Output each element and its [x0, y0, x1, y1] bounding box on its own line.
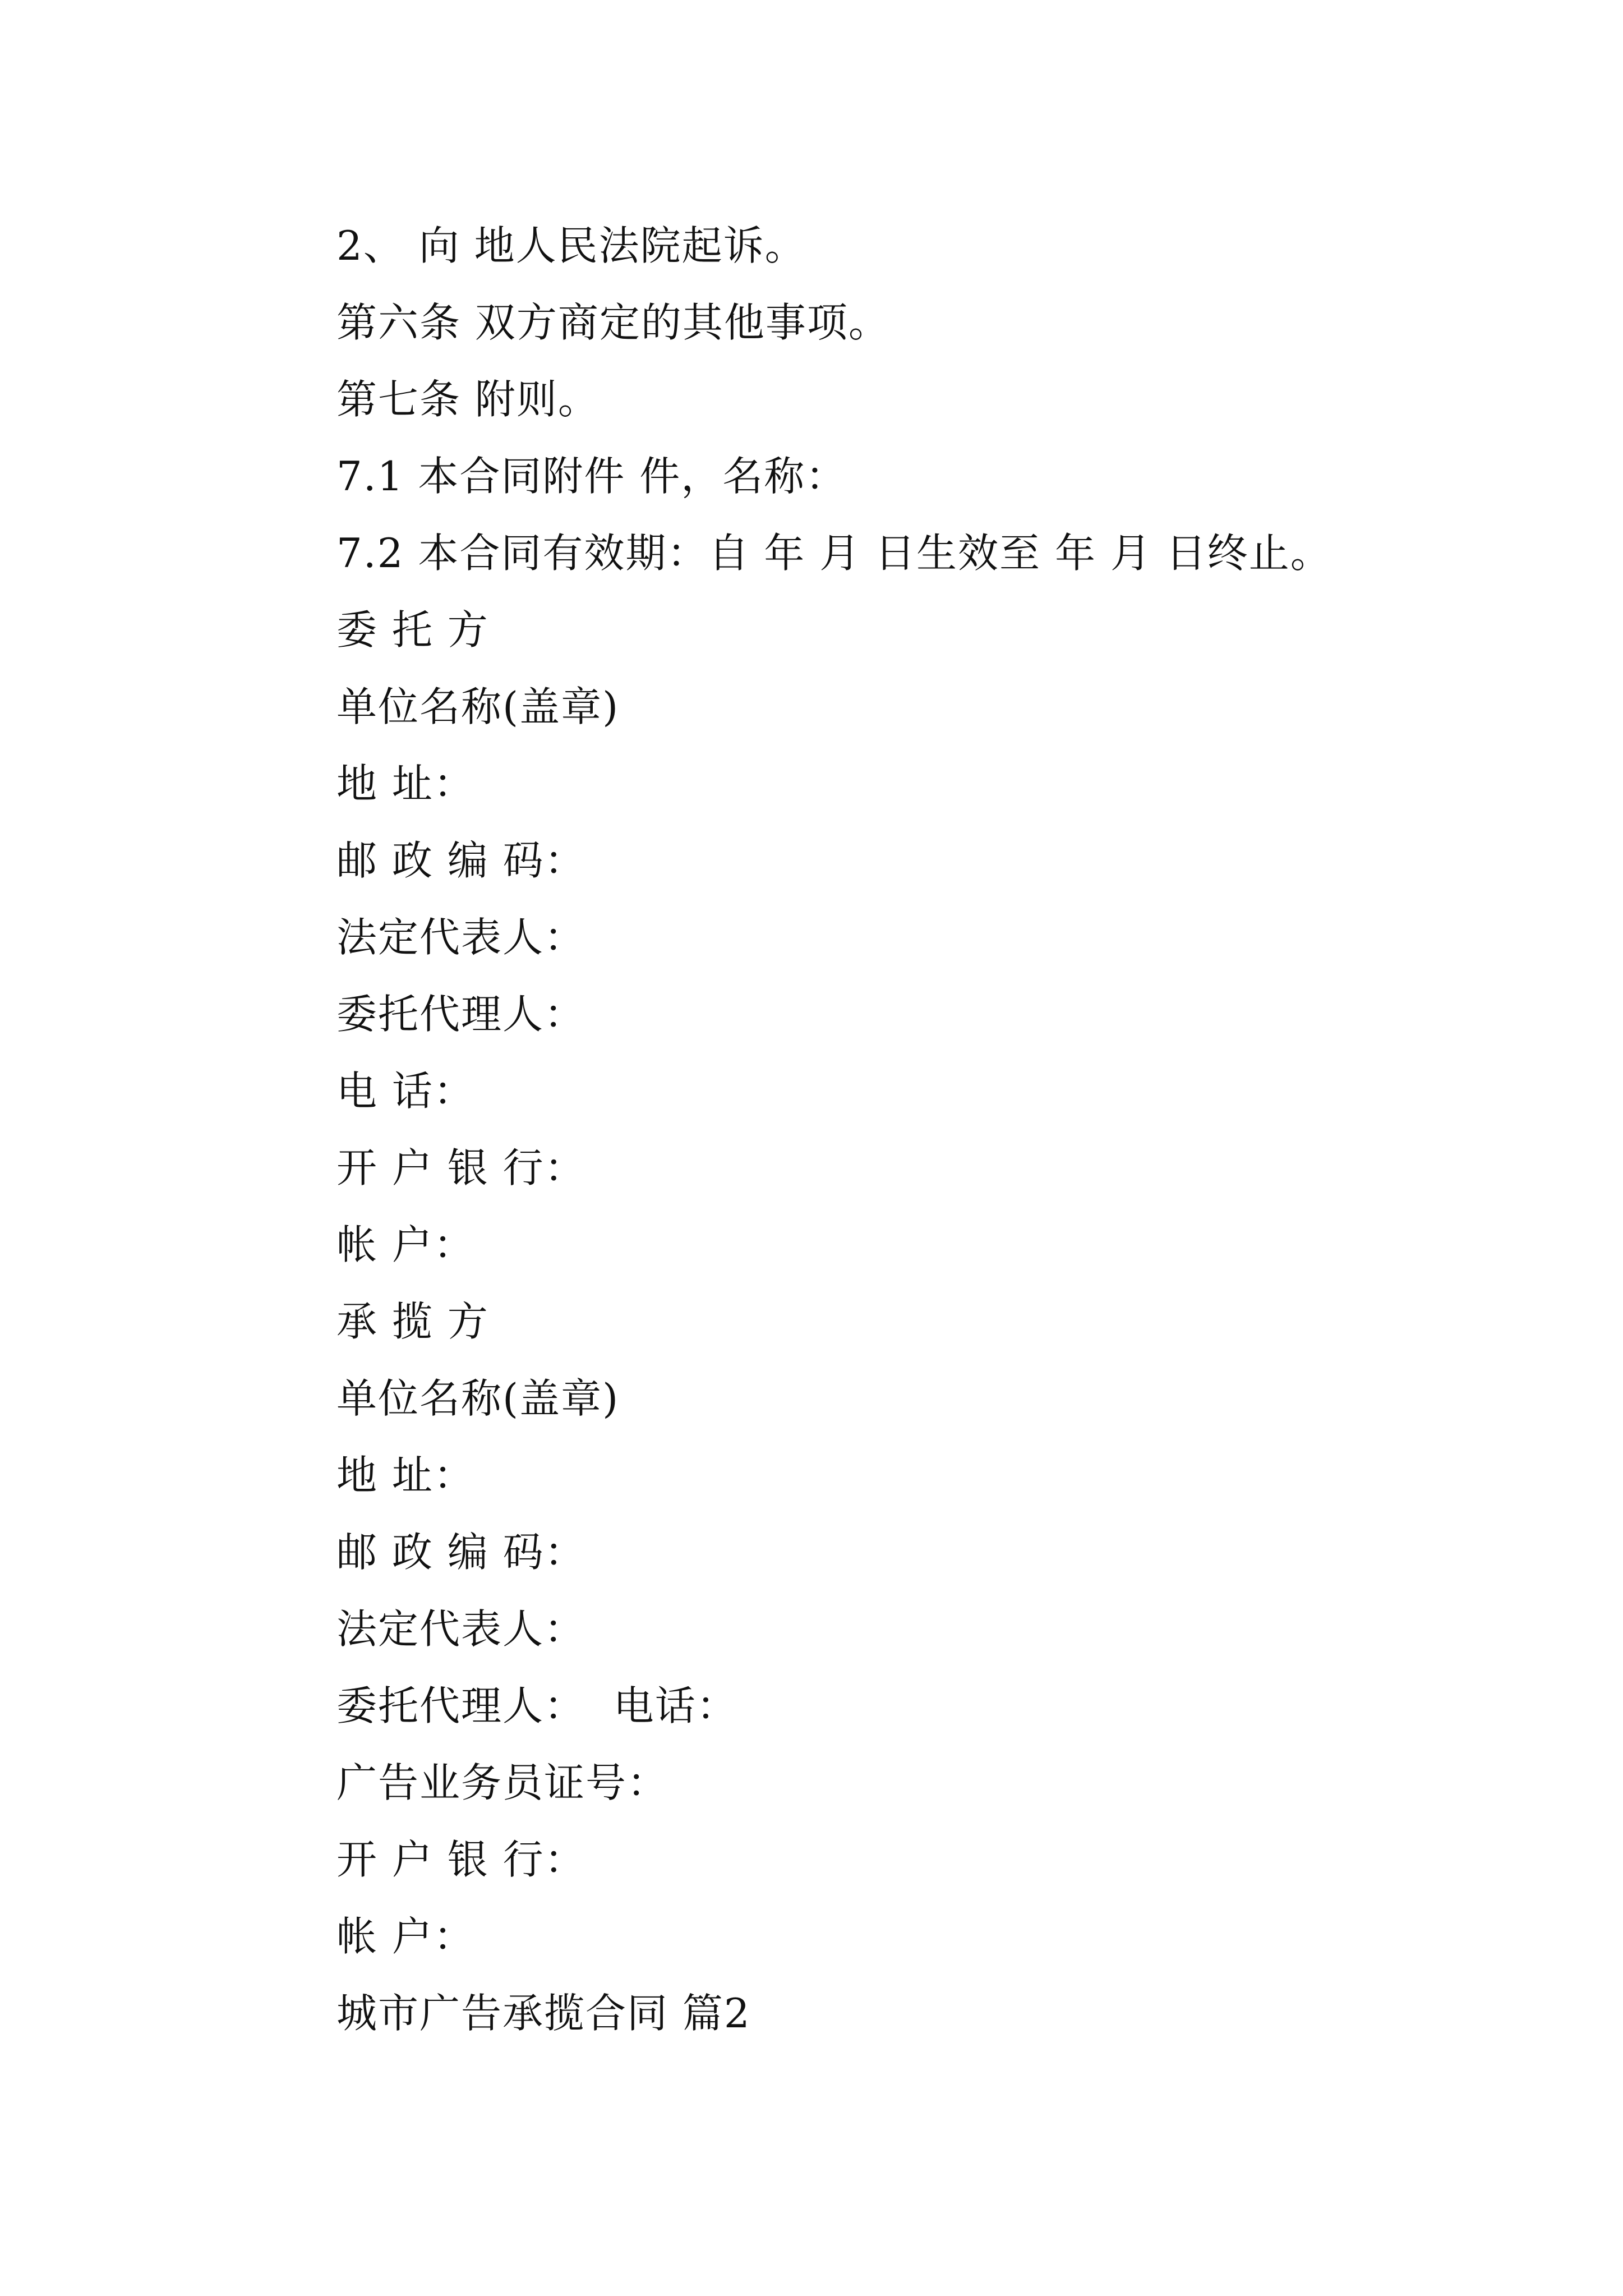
text-line-lawsuit: 2、 向 地人民法院起诉。 [336, 222, 806, 269]
contractor-party-heading: 承 揽 方 [336, 1298, 489, 1345]
document-body [336, 208, 1514, 2052]
contractor-agent-phone: 委托代理人： 电话： [336, 1682, 738, 1729]
client-party-heading: 委 托 方 [336, 606, 489, 654]
contractor-bank: 开 户 银 行： [336, 1836, 586, 1883]
client-unit-name: 单位名称(盖章) [336, 683, 620, 730]
client-phone: 电 话： [336, 1068, 475, 1115]
contractor-unit-name: 单位名称(盖章) [336, 1375, 620, 1422]
client-address: 地 址： [336, 760, 475, 807]
client-account: 帐 户： [336, 1221, 475, 1268]
clause-7-2: 7.2 本合同有效期：自 年 月 日生效至 年 月 日终止。 [336, 530, 1332, 577]
client-postal-code: 邮 政 编 码： [336, 837, 586, 884]
client-agent: 委托代理人： [336, 991, 586, 1038]
contractor-address: 地 址： [336, 1452, 475, 1499]
contractor-legal-representative: 法定代表人： [336, 1605, 586, 1653]
contractor-account: 帐 户： [336, 1913, 475, 1960]
contractor-ad-agent-id: 广告业务员证号： [336, 1759, 669, 1806]
clause-7-1: 7.1 本合同附件 件，名称： [336, 453, 847, 500]
article-6-heading: 第六条 双方商定的其他事项。 [336, 299, 890, 346]
client-bank: 开 户 银 行： [336, 1144, 586, 1191]
contractor-postal-code: 邮 政 编 码： [336, 1529, 586, 1576]
next-contract-title: 城市广告承揽合同 篇2 [336, 1990, 751, 2037]
client-legal-representative: 法定代表人： [336, 914, 586, 961]
article-7-heading: 第七条 附则。 [336, 376, 600, 423]
